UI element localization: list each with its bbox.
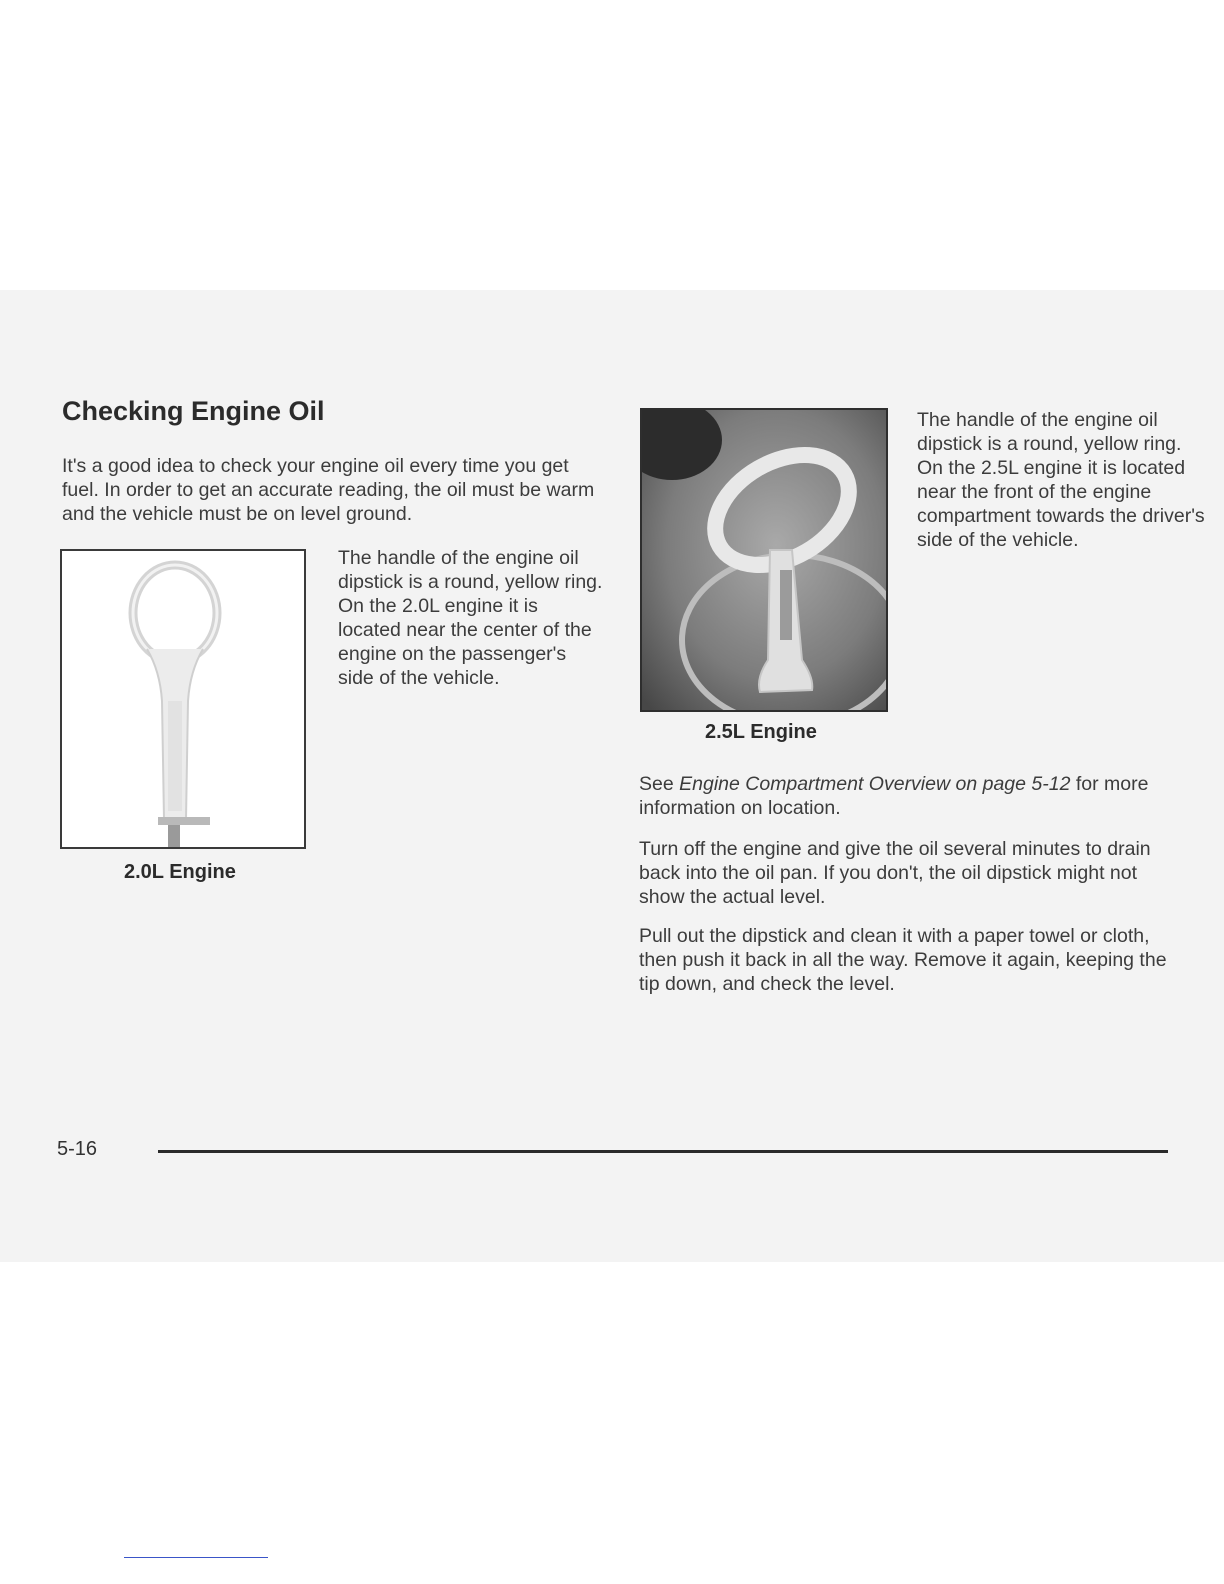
footer-rule <box>158 1150 1168 1153</box>
dipstick-2-5l-photo <box>640 408 888 712</box>
figure-caption-2-0l: 2.0L Engine <box>124 861 236 883</box>
dipstick-2-0l-description: The handle of the engine oil dipstick is a round, yellow ring. On the 2.0L engine it is located near the center of the engine on the passenger's side of the vehicle. <box>338 547 603 689</box>
turn-off-engine-paragraph: Turn off the engine and give the oil several minutes to drain back into the oil pan. If you don't, the oil dipstick might not show the actual level. <box>639 838 1151 908</box>
page-title: Checking Engine Oil <box>62 396 325 426</box>
reference-suffix: for more information on location. <box>639 773 1149 819</box>
intro-paragraph: It's a good idea to check your engine oil every time you get fuel. In order to get an accurate reading, the oil must be warm and the vehicle must be on level ground. <box>62 455 595 525</box>
reference-prefix: See <box>639 773 680 795</box>
dipstick-2-0l-illustration <box>62 551 304 847</box>
figure-caption-2-5l: 2.5L Engine <box>705 721 817 743</box>
pull-dipstick-paragraph: Pull out the dipstick and clean it with a paper towel or cloth, then push it back in all the way. Remove it again, keeping the tip down, and check the level. <box>639 925 1167 995</box>
dipstick-2-0l-figure <box>60 549 306 849</box>
dipstick-2-5l-illustration <box>642 410 886 710</box>
page-number: 5-16 <box>57 1138 98 1160</box>
bottom-link-underline[interactable] <box>124 1557 268 1558</box>
engine-compartment-overview-reference[interactable]: Engine Compartment Overview on page 5-12 <box>679 773 1071 795</box>
dipstick-2-5l-description: The handle of the engine oil dipstick is a round, yellow ring. On the 2.5L engine it is located near the front of the engine compartment towards the driver's side of the vehicle. <box>917 409 1205 551</box>
location-reference-paragraph <box>639 772 1179 820</box>
